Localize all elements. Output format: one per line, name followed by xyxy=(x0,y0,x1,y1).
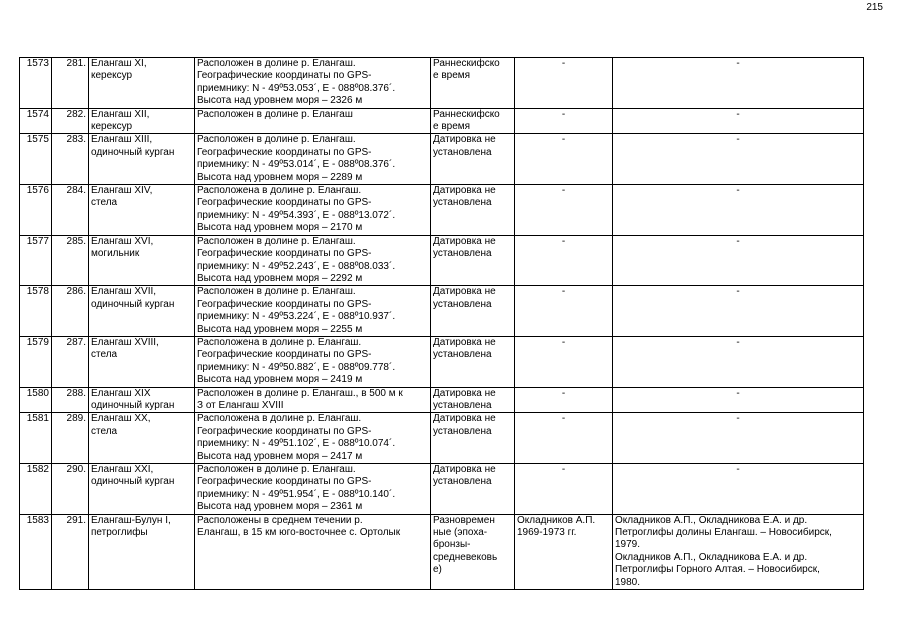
publication-line: - xyxy=(736,185,740,197)
table-row xyxy=(20,134,864,185)
entry-number: 1574 xyxy=(20,108,52,134)
location-description-line: приемнику: N - 49º53.053´, E - 088º08.376´. xyxy=(197,82,396,94)
dating-line: установлена xyxy=(433,248,492,260)
location-description-line: З от Елангаш XVIII xyxy=(197,399,284,411)
publication-entry xyxy=(615,236,861,248)
monument-name-line: Елангаш XVI, xyxy=(91,235,154,247)
dating-line: Раннескифско xyxy=(433,108,500,120)
dating-line: Датировка не xyxy=(433,413,496,425)
monument-name-line: Елангаш XX, xyxy=(91,413,151,425)
location-description-line: Высота над уровнем моря – 2255 м xyxy=(197,323,363,335)
monument-name-line: Елангаш XXI, xyxy=(91,464,154,475)
location-description-line: Географические координаты по GPS- xyxy=(197,298,372,310)
monument-name-line: стела xyxy=(91,197,118,209)
location-description-line: Расположен в долине р. Елангаш. xyxy=(197,58,356,69)
sub-number: 285. xyxy=(52,235,89,286)
dating-line: е) xyxy=(433,564,442,576)
monument-name-line: Елангаш-Булун I, xyxy=(91,514,171,526)
publication-line: - xyxy=(736,387,740,399)
location-description xyxy=(195,185,431,236)
dating xyxy=(431,464,515,515)
monument-name-line: Елангаш XIII, xyxy=(91,134,153,146)
publication-line: Окладников А.П., Окладникова Е.А. и др. xyxy=(615,514,808,526)
dating-line: установлена xyxy=(433,197,492,209)
monument-name xyxy=(89,464,195,515)
publication-entry xyxy=(615,515,861,552)
location-description-line: Географические координаты по GPS- xyxy=(197,146,372,158)
publications xyxy=(613,185,864,236)
publication-line: Окладников А.П., Окладникова Е.А. и др. xyxy=(615,551,808,563)
monument-name-line: одиночный курган xyxy=(91,146,175,158)
researcher xyxy=(515,235,613,286)
researcher-line: - xyxy=(561,413,566,425)
sub-number: 291. xyxy=(52,514,89,589)
dating-line: Датировка не xyxy=(433,185,496,197)
publication-line: 1980. xyxy=(615,576,641,588)
publication-line: - xyxy=(736,464,740,475)
location-description-line: Расположен в долине р. Елангаш. xyxy=(197,134,356,146)
publication-line: 1979. xyxy=(615,539,641,551)
publication-entry xyxy=(615,109,861,121)
publication-line: Петроглифы Горного Алтая. – Новосибирск, xyxy=(615,564,820,576)
dating-line: установлена xyxy=(433,146,492,158)
researcher xyxy=(515,387,613,413)
dating-line: Датировка не xyxy=(433,235,496,247)
publication-line: - xyxy=(736,235,740,247)
dating xyxy=(431,336,515,387)
publications xyxy=(613,286,864,337)
sub-number: 286. xyxy=(52,286,89,337)
location-description-line: Географические координаты по GPS- xyxy=(197,70,372,82)
dating-line: Датировка не xyxy=(433,464,496,475)
researcher xyxy=(515,336,613,387)
dating-line: Датировка не xyxy=(433,286,496,298)
location-description-line: Высота над уровнем моря – 2419 м xyxy=(197,374,363,386)
dating xyxy=(431,413,515,464)
dating-line: е время xyxy=(433,70,471,82)
location-description-line: Географические координаты по GPS- xyxy=(197,197,372,209)
publication-line: - xyxy=(736,286,740,298)
monument-name xyxy=(89,185,195,236)
entry-number: 1573 xyxy=(20,58,52,109)
publications xyxy=(613,134,864,185)
monument-name-line: одиночный курган xyxy=(91,476,175,488)
location-description xyxy=(195,413,431,464)
location-description-line: Расположены в среднем течении р. xyxy=(197,514,363,526)
monument-name xyxy=(89,134,195,185)
sub-number: 288. xyxy=(52,387,89,413)
location-description-line: приемнику: N - 49º51.102´, E - 088º10.074´. xyxy=(197,438,396,450)
dating-line: Разновремен xyxy=(433,514,495,526)
location-description-line: Расположен в долине р. Елангаш xyxy=(197,108,353,120)
publication-entry xyxy=(615,134,861,146)
location-description-line: Расположен в долине р. Елангаш., в 500 м к xyxy=(197,387,403,399)
researcher xyxy=(515,134,613,185)
dating-line: установлена xyxy=(433,399,492,411)
publication-entry xyxy=(615,464,861,476)
location-description-line: Географические координаты по GPS- xyxy=(197,349,372,361)
table-row xyxy=(20,464,864,515)
publications xyxy=(613,108,864,134)
publication-entry xyxy=(615,185,861,197)
researcher-line: - xyxy=(561,286,566,298)
location-description-line: Географические координаты по GPS- xyxy=(197,476,372,488)
publication-line: - xyxy=(736,134,740,146)
monument-name-line: петроглифы xyxy=(91,527,148,539)
location-description-line: приемнику: N - 49º51.954´, E - 088º10.140´. xyxy=(197,488,396,500)
researcher-line: - xyxy=(561,185,566,197)
table-row xyxy=(20,413,864,464)
publications xyxy=(613,464,864,515)
researcher-line: Окладников А.П. xyxy=(517,514,596,526)
location-description xyxy=(195,235,431,286)
monument-name xyxy=(89,235,195,286)
monument-name xyxy=(89,514,195,589)
dating xyxy=(431,387,515,413)
monument-name-line: Елангаш XVII, xyxy=(91,286,157,298)
publications xyxy=(613,413,864,464)
location-description xyxy=(195,58,431,109)
researcher xyxy=(515,108,613,134)
location-description xyxy=(195,134,431,185)
dating-line: бронзы- xyxy=(433,539,471,551)
monument-name-line: одиночный курган xyxy=(91,298,175,310)
entry-number: 1580 xyxy=(20,387,52,413)
location-description-line: Высота над уровнем моря – 2292 м xyxy=(197,272,363,284)
dating-line: Раннескифско xyxy=(433,58,500,69)
monument-name xyxy=(89,286,195,337)
sub-number: 282. xyxy=(52,108,89,134)
location-description-line: Географические координаты по GPS- xyxy=(197,248,372,260)
entry-number: 1575 xyxy=(20,134,52,185)
publication-line: Петроглифы долины Елангаш. – Новосибирск, xyxy=(615,527,832,539)
monument-name xyxy=(89,413,195,464)
researcher-line: 1969-1973 гг. xyxy=(517,527,577,539)
table-row xyxy=(20,58,864,109)
researcher-line: - xyxy=(561,336,566,348)
dating-line: установлена xyxy=(433,425,492,437)
dating-line: установлена xyxy=(433,349,492,361)
researcher xyxy=(515,514,613,589)
entry-number: 1578 xyxy=(20,286,52,337)
location-description xyxy=(195,514,431,589)
monument-name-line: Елангаш XIX xyxy=(91,387,151,399)
researcher-line: - xyxy=(561,58,566,69)
monument-name-line: могильник xyxy=(91,248,140,260)
publications xyxy=(613,235,864,286)
researcher xyxy=(515,286,613,337)
location-description-line: приемнику: N - 49º52.243´, E - 088º08.033´. xyxy=(197,260,396,272)
location-description-line: Расположена в долине р. Елангаш. xyxy=(197,413,362,425)
location-description-line: Высота над уровнем моря – 2361 м xyxy=(197,501,363,513)
monument-name-line: стела xyxy=(91,425,118,437)
dating xyxy=(431,185,515,236)
dating xyxy=(431,58,515,109)
location-description-line: приемнику: N - 49º54.393´, E - 088º13.072´. xyxy=(197,209,396,221)
entry-number: 1581 xyxy=(20,413,52,464)
publication-line: - xyxy=(736,58,740,69)
monument-registry-table xyxy=(19,57,864,590)
monument-name-line: керексур xyxy=(91,121,133,133)
publication-line: - xyxy=(736,108,740,120)
table-row xyxy=(20,514,864,589)
publication-entry xyxy=(615,337,861,349)
location-description xyxy=(195,387,431,413)
location-description-line: приемнику: N - 49º53.224´, E - 088º10.937´. xyxy=(197,311,396,323)
sub-number: 281. xyxy=(52,58,89,109)
table-row xyxy=(20,108,864,134)
researcher-line: - xyxy=(561,134,566,146)
researcher-line: - xyxy=(561,108,566,120)
monument-name-line: керексур xyxy=(91,70,133,82)
researcher xyxy=(515,185,613,236)
dating-line: установлена xyxy=(433,298,492,310)
dating xyxy=(431,235,515,286)
entry-number: 1576 xyxy=(20,185,52,236)
dating xyxy=(431,286,515,337)
researcher-line: - xyxy=(561,387,566,399)
location-description xyxy=(195,336,431,387)
location-description-line: Высота над уровнем моря – 2417 м xyxy=(197,450,363,462)
dating-line: е время xyxy=(433,121,471,133)
location-description-line: Высота над уровнем моря – 2170 м xyxy=(197,222,363,234)
researcher-line: - xyxy=(561,464,566,475)
monument-name-line: Елангаш XVIII, xyxy=(91,336,159,348)
entry-number: 1583 xyxy=(20,514,52,589)
monument-name-line: одиночный курган xyxy=(91,399,175,411)
location-description xyxy=(195,286,431,337)
sub-number: 283. xyxy=(52,134,89,185)
location-description-line: приемнику: N - 49º50.882´, E - 088º09.778´. xyxy=(197,361,396,373)
dating-line: Датировка не xyxy=(433,134,496,146)
publications xyxy=(613,336,864,387)
publication-entry xyxy=(615,388,861,400)
dating-line: ные (эпоха- xyxy=(433,527,488,539)
publications xyxy=(613,387,864,413)
location-description-line: Расположен в долине р. Елангаш. xyxy=(197,235,356,247)
monument-name xyxy=(89,58,195,109)
location-description-line: приемнику: N - 49º53.014´, E - 088º08.376´. xyxy=(197,159,396,171)
location-description-line: Географические координаты по GPS- xyxy=(197,425,372,437)
publications xyxy=(613,58,864,109)
monument-name xyxy=(89,108,195,134)
table-row xyxy=(20,185,864,236)
publication-entry xyxy=(615,552,861,589)
table-row xyxy=(20,286,864,337)
location-description-line: Расположен в долине р. Елангаш. xyxy=(197,286,356,298)
dating xyxy=(431,514,515,589)
page-number: 215 xyxy=(866,2,883,13)
table-row xyxy=(20,387,864,413)
dating-line: Датировка не xyxy=(433,336,496,348)
table-row xyxy=(20,336,864,387)
monument-name-line: Елангаш XII, xyxy=(91,108,150,120)
entry-number: 1577 xyxy=(20,235,52,286)
location-description-line: Высота над уровнем моря – 2289 м xyxy=(197,171,363,183)
location-description xyxy=(195,464,431,515)
publication-entry xyxy=(615,413,861,425)
researcher xyxy=(515,464,613,515)
dating-line: Датировка не xyxy=(433,387,496,399)
dating xyxy=(431,108,515,134)
dating-line: установлена xyxy=(433,476,492,488)
sub-number: 290. xyxy=(52,464,89,515)
sub-number: 284. xyxy=(52,185,89,236)
researcher xyxy=(515,58,613,109)
location-description-line: Елангаш, в 15 км юго-восточнее с. Ортолык xyxy=(197,527,401,539)
publication-entry xyxy=(615,58,861,70)
publication-line: - xyxy=(736,336,740,348)
researcher xyxy=(515,413,613,464)
entry-number: 1579 xyxy=(20,336,52,387)
location-description-line: Высота над уровнем моря – 2326 м xyxy=(197,95,363,107)
location-description-line: Расположен в долине р. Елангаш. xyxy=(197,464,356,475)
monument-name-line: стела xyxy=(91,349,118,361)
monument-name xyxy=(89,336,195,387)
monument-name xyxy=(89,387,195,413)
monument-name-line: Елангаш XI, xyxy=(91,58,147,69)
sub-number: 287. xyxy=(52,336,89,387)
monument-name-line: Елангаш XIV, xyxy=(91,185,153,197)
location-description-line: Расположена в долине р. Елангаш. xyxy=(197,185,362,197)
dating xyxy=(431,134,515,185)
researcher-line: - xyxy=(561,235,566,247)
sub-number: 289. xyxy=(52,413,89,464)
entry-number: 1582 xyxy=(20,464,52,515)
table-row xyxy=(20,235,864,286)
dating-line: средневековь xyxy=(433,551,498,563)
publication-entry xyxy=(615,286,861,298)
publication-line: - xyxy=(736,413,740,425)
publications xyxy=(613,514,864,589)
location-description-line: Расположена в долине р. Елангаш. xyxy=(197,336,362,348)
location-description xyxy=(195,108,431,134)
